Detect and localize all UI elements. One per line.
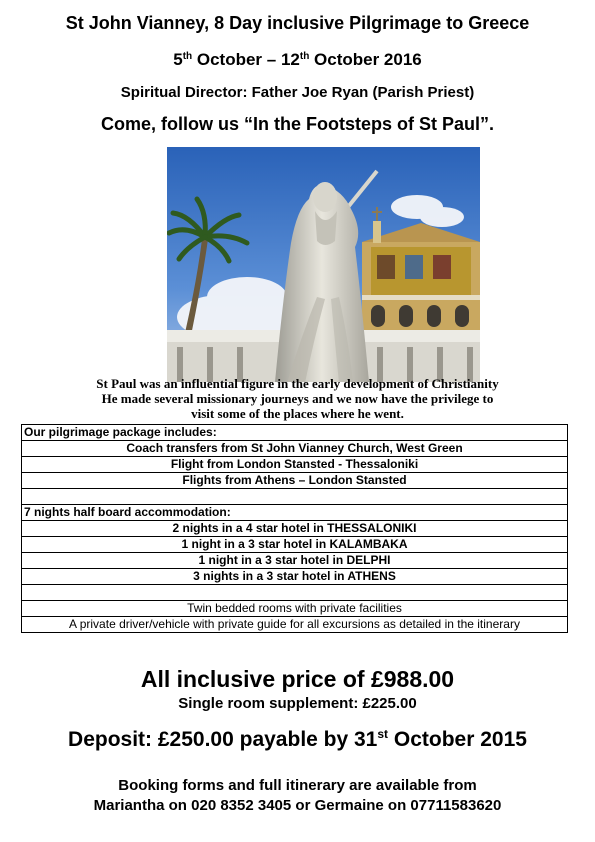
table-row xyxy=(22,617,568,633)
single-room-supplement: Single room supplement: £225.00 xyxy=(178,695,417,712)
table-row xyxy=(22,601,568,617)
table-row xyxy=(22,505,568,521)
package-heading: Our pilgrimage package includes: xyxy=(22,425,568,441)
deposit-end: October 2015 xyxy=(388,728,527,751)
st-paul-statue-photo xyxy=(167,147,480,382)
empty-cell xyxy=(22,585,568,601)
booking-info xyxy=(0,776,595,816)
intro-line: St Paul was an influential figure in the early development of Christianity xyxy=(96,376,499,391)
table-row xyxy=(22,473,568,489)
empty-cell xyxy=(22,489,568,505)
table-row xyxy=(22,569,568,585)
booking-line: Mariantha on 020 8352 3405 or Germaine on 07711583620 xyxy=(93,797,502,814)
start-day-suffix: th xyxy=(182,51,193,62)
page-title: St John Vianney, 8 Day inclusive Pilgrimage to Greece xyxy=(65,13,530,33)
table-row xyxy=(22,521,568,537)
booking-line: Booking forms and full itinerary are available from xyxy=(118,777,477,794)
table-row xyxy=(22,585,568,601)
end-day-suffix: th xyxy=(299,51,310,62)
table-row xyxy=(22,553,568,569)
table-row xyxy=(22,537,568,553)
intro-line: visit some of the places where he went. xyxy=(191,406,404,421)
intro-line: He made several missionary journeys and we now have the privilege to xyxy=(101,391,494,406)
inclusive-price: All inclusive price of £988.00 xyxy=(140,666,455,692)
table-row xyxy=(22,457,568,473)
start-month: October – 12 xyxy=(192,50,300,69)
tagline: Come, follow us “In the Footsteps of St Paul”. xyxy=(100,114,494,134)
package-flight-back: Flights from Athens – London Stansted xyxy=(22,473,568,489)
hotel-stay: 1 night in a 3 star hotel in DELPHI xyxy=(22,553,568,569)
intro-paragraph xyxy=(0,376,595,421)
driver-info: A private driver/vehicle with private guide for all excursions as detailed in the itinerary xyxy=(22,617,568,633)
package-transfer: Coach transfers from St John Vianney Church, West Green xyxy=(22,441,568,457)
deposit-day-suffix: st xyxy=(377,727,389,741)
spiritual-director: Spiritual Director: Father Joe Ryan (Parish Priest) xyxy=(120,84,475,101)
package-table xyxy=(21,424,568,633)
accommodation-heading: 7 nights half board accommodation: xyxy=(22,505,568,521)
table-row xyxy=(22,425,568,441)
end-month: October 2016 xyxy=(309,50,422,69)
package-flight-out: Flight from London Stansted - Thessaloniki xyxy=(22,457,568,473)
deposit-info xyxy=(0,728,595,752)
table-row xyxy=(22,489,568,505)
start-day: 5 xyxy=(173,50,183,69)
deposit-main: Deposit: £250.00 payable by 31 xyxy=(68,728,378,751)
table-row xyxy=(22,441,568,457)
hotel-stay: 1 night in a 3 star hotel in KALAMBAKA xyxy=(22,537,568,553)
rooms-info: Twin bedded rooms with private facilities xyxy=(22,601,568,617)
pilgrimage-dates xyxy=(0,50,595,70)
hotel-stay: 2 nights in a 4 star hotel in THESSALONIKI xyxy=(22,521,568,537)
hotel-stay: 3 nights in a 3 star hotel in ATHENS xyxy=(22,569,568,585)
